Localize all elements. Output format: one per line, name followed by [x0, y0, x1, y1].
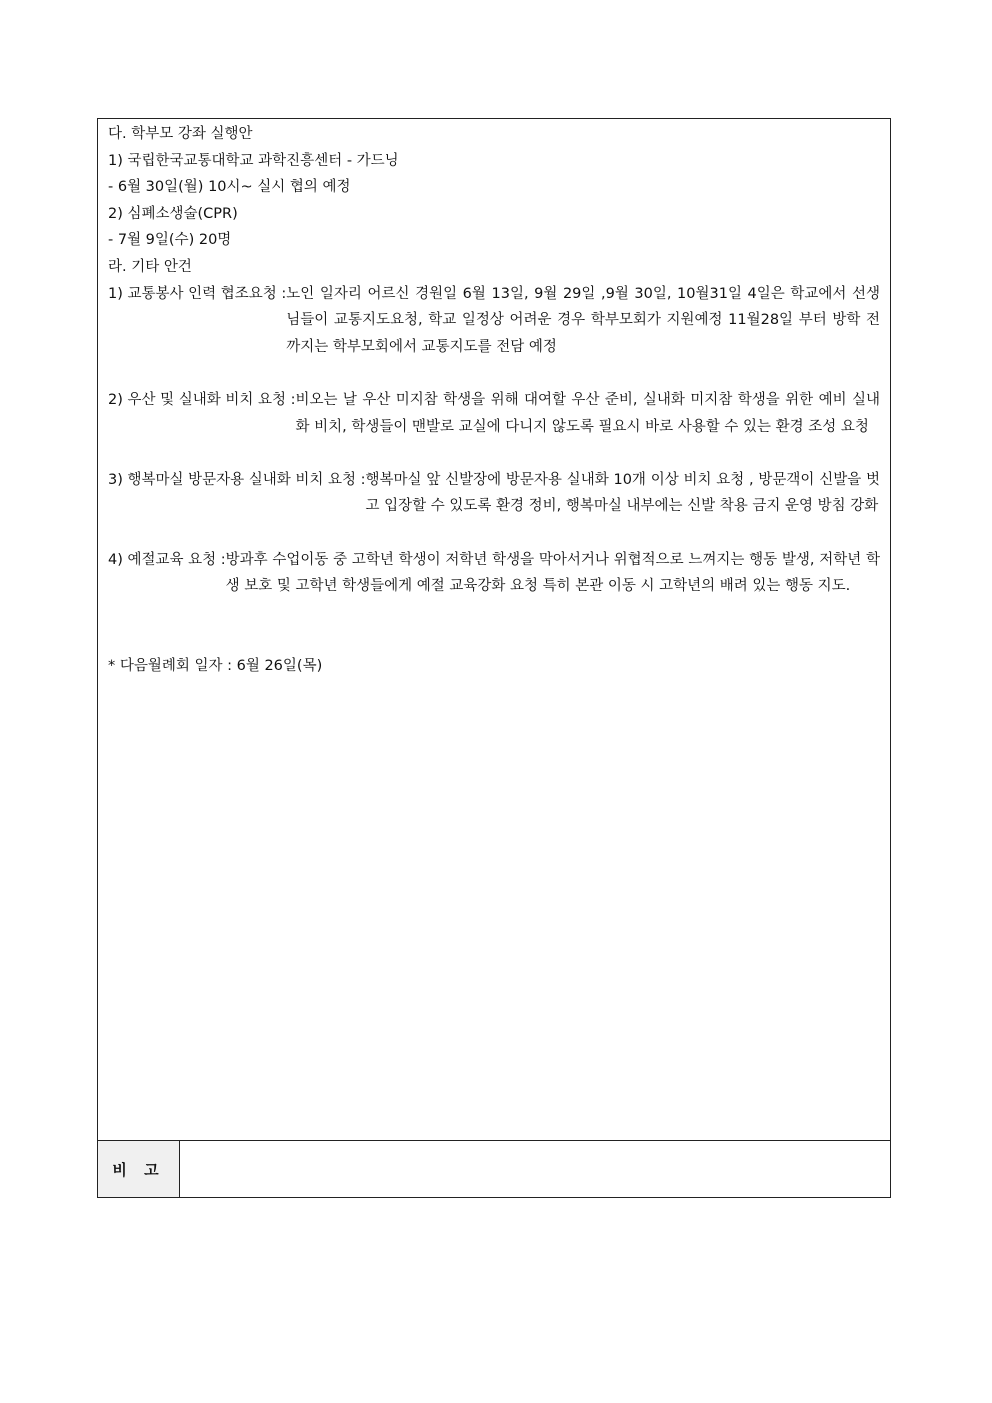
section-da-heading: 다. 학부모 강좌 실행안	[108, 126, 253, 142]
agenda-item-visitor-slippers	[108, 467, 880, 520]
agenda-item-etiquette	[108, 547, 880, 600]
document-frame	[97, 118, 891, 1198]
agenda-item-label: 4) 예절교육 요청 :	[108, 551, 226, 568]
section-da-line: - 6월 30일(월) 10시~ 실시 협의 예정	[108, 179, 351, 196]
agenda-item-text: 비오는 날 우산 미지참 학생을 위해 대여할 우산 준비, 실내화 미지참 학생을 위한 예비 실내화 비치, 학생들이 맨발로 교실에 다니지 않도록 필요시 바로 사용할 수 있는 환경 조성 요청	[295, 391, 880, 435]
section-ra-heading: 라. 기타 안건	[108, 258, 192, 275]
agenda-item-umbrella	[108, 387, 880, 440]
minutes-content	[98, 119, 890, 1141]
remarks-value	[180, 1141, 890, 1197]
agenda-item-label: 3) 행복마실 방문자용 실내화 비치 요청 :	[108, 471, 366, 488]
agenda-item-text: 방과후 수업이동 중 고학년 학생이 저학년 학생을 막아서거나 위협적으로 느껴지는 행동 발생, 저학년 학생 보호 및 고학년 학생들에게 예절 교육강화 요청 특히 본관 이동 시 고학년의 배려 있는 행동 지도.	[225, 551, 880, 595]
agenda-item-label: 2) 우산 및 실내화 비치 요청 :	[108, 391, 296, 408]
agenda-item-text: 행복마실 앞 신발장에 방문자용 실내화 10개 이상 비치 요청 , 방문객이 신발을 벗고 입장할 수 있도록 환경 정비, 행복마실 내부에는 신발 착용 금지 운영 방침 강화	[365, 471, 880, 515]
agenda-item-label: 1) 교통봉사 인력 협조요청 :	[108, 285, 287, 302]
remarks-label: 비 고	[98, 1141, 180, 1197]
agenda-item-traffic	[108, 281, 880, 361]
next-meeting-date: * 다음월례회 일자 : 6월 26일(목)	[108, 657, 323, 674]
section-da-line: 2) 심폐소생술(CPR)	[108, 205, 238, 222]
section-da-line: 1) 국립한국교통대학교 과학진흥센터 - 가드닝	[108, 152, 399, 169]
section-da-line: - 7월 9일(수) 20명	[108, 232, 232, 249]
agenda-item-text: 노인 일자리 어르신 경원일 6월 13일, 9월 29일 ,9월 30일, 10월31일 4일은 학교에서 선생님들이 교통지도요청, 학교 일정상 어려운 경우 학부모회가 지원예정 11월28일 부터 방학 전까지는 학부모회에서 교통지도를 전담 예정	[286, 285, 880, 355]
remarks-row	[98, 1141, 890, 1197]
